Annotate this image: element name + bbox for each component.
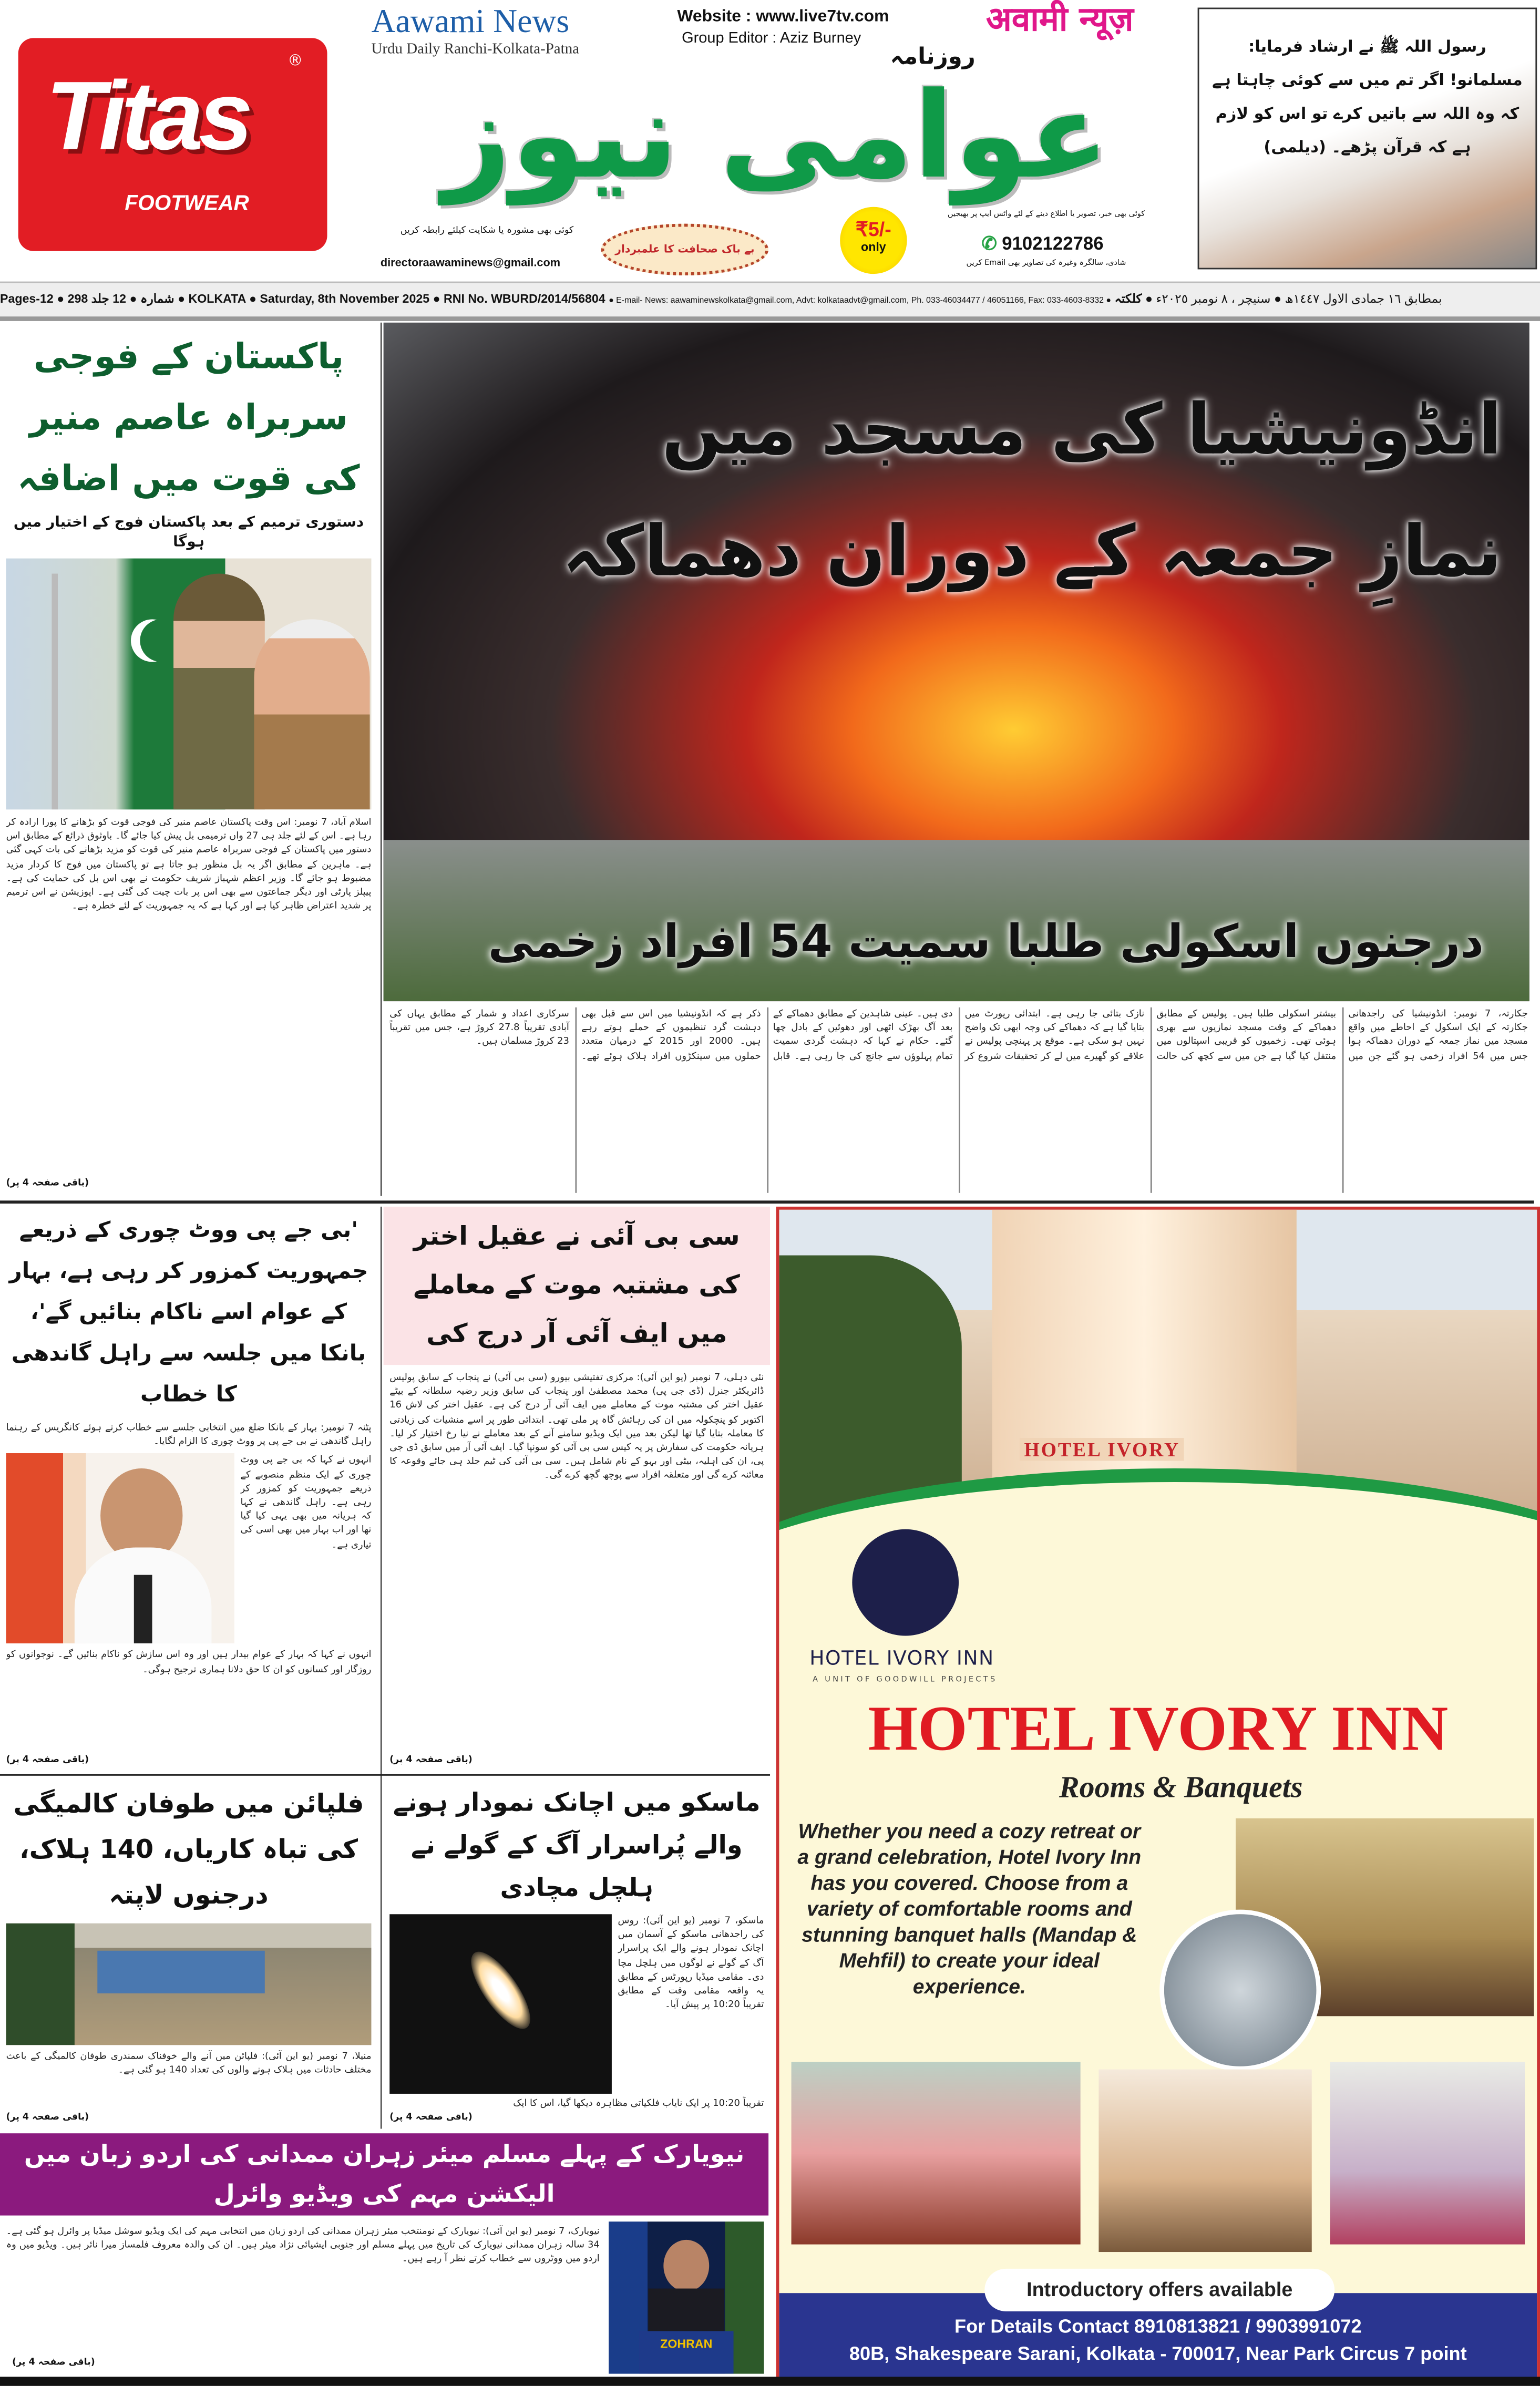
mosque-blast-photo xyxy=(384,323,1529,1001)
ad-subtitle: Rooms & Banquets xyxy=(1059,1771,1303,1805)
section-divider xyxy=(0,1200,1534,1204)
pakistan-leaders-photo xyxy=(6,559,372,810)
microphone xyxy=(134,1576,152,1644)
floral-entrance-photo xyxy=(792,2062,1081,2244)
lead-headline-1: انڈونیشیا کی مسجد میں xyxy=(662,388,1502,470)
cbi-body: نئی دہلی، 7 نومبر (یو این آئی): مرکزی تفتیشی بیورو (سی بی آئی) نے پنجاب کے سابق پولیس ڈائریکٹر جنرل (ڈی جی پی) محمد مصطفیٰ اور پنجاب کی سابق وزیر رضیہ سلطانہ کے بیٹے عقیل اختر کی مشتبہ موت کے معاملے میں ایف آئی آر درج کی ہے۔ عقیل اختر کی لاش 16 اکتوبر کو پنچکولہ میں ان کی رہائش گاہ پر ملی تھی۔ ابتدائی طور پر اسے منشیات کی زیادتی کا معاملہ بتایا گیا تھا لیکن بعد میں ایک ویڈیو سامنے آنے کے بعد معاملے نے نیا رخ اختیار کر لیا۔ ہریانہ حکومت کی سفارش پر یہ کیس سی بی آئی کو سونپا گیا۔ ایف آئی آر میں سابق ڈی جی پی، ان کی اہلیہ، بیٹی اور بہو کے نام شامل ہیں۔ سی بی آئی کی ٹیم جلد ہی جائے وقوعہ کا معائنہ کرے گی اور متعلقہ افراد سے پوچھ گچھ کرے گی۔ xyxy=(389,1372,764,1482)
trees xyxy=(6,1924,75,2045)
pakistan-body: اسلام آباد، 7 نومبر: اس وقت پاکستان عاصم منیر کی فوجی قوت کو بڑھانے کا پورا ارادہ کر رہا ہے۔ اس کے لئے جلد ہی 27 واں ترمیمی بل پیش کیا جائے گا۔ باوثوق ذرائع کے مطابق اس دستور میں پاکستان کے فوجی سربراہ عاصم منیر کی قوت کو مزید بڑھانے کی بات کہی گئی ہے۔ ماہرین کے مطابق اگر یہ بل منظور ہو جاتا ہے تو پاکستان میں فوج کا کردار مزید مضبوط ہو جائے گا۔ وزیر اعظم شہباز شریف حکومت نے بھی اس بل کی حمایت کی ہے۔ پیپلز پارٹی اور دیگر جماعتوں سے بھی اس پر بات چیت کی گئی ہے۔ اپوزیشن نے اس ترمیم پر شدید اعتراض ظاہر کیا ہے اور کہا ہے کہ یہ جمہوریت کے لئے خطرہ ہے۔ xyxy=(6,817,372,912)
continued-link[interactable]: (باقی صفحہ 4 پر) xyxy=(389,2112,473,2123)
lead-body: جکارتہ، 7 نومبر: انڈونیشیا کی راجدھانی جکارتہ کے ایک اسکول کے احاطے میں واقع مسجد میں نماز جمعہ کے دوران دھماکہ ہوا جس میں 54 افراد زخمی ہو گئے جن میں بیشتر اسکولی طلبا ہیں۔ پولیس کے مطابق دھماکے کے وقت مسجد نمازیوں سے بھری ہوئی تھی۔ زخمیوں کو قریبی اسپتالوں میں منتقل کیا گیا ہے جن میں سے کچھ کی حالت نازک بتائی جا رہی ہے۔ ابتدائی رپورٹ میں بتایا گیا ہے کہ دھماکے کی وجہ ابھی تک واضح نہیں ہو سکی ہے۔ موقع پر پہنچی پولیس نے علاقے کو گھیرے میں لے کر تحقیقات شروع کر دی ہیں۔ عینی شاہدین کے مطابق دھماکے کے بعد آگ بھڑک اٹھی اور دھوئیں کے بادل چھا گئے۔ حکام نے کہا کہ دہشت گردی سمیت تمام پہلوؤں سے جانچ کی جا رہی ہے۔ قابل ذکر ہے کہ انڈونیشیا میں اس سے قبل بھی دہشت گرد تنظیموں کے حملے ہوتے رہے ہیں۔ 2000 اور 2015 کے درمیان متعدد حملوں میں سینکڑوں افراد ہلاک ہوئے تھے۔ سرکاری اعداد و شمار کے مطابق یہاں کی آبادی تقریباً 27.8 کروڑ ہے، جس میں تقریباً 23 کروڑ مسلمان ہیں۔ xyxy=(389,1009,1528,1062)
cbi-story xyxy=(384,1207,770,1773)
titas-logo: Titas xyxy=(45,60,249,171)
rahul-body-bottom: انہوں نے کہا کہ بہار کے عوام بیدار ہیں اور وہ اس سازش کو ناکام بنائیں گے۔ نوجوانوں کو روزگار اور کسانوں کو ان کا حق دلانا ہماری ترجیح ہوگی۔ xyxy=(6,1650,372,1675)
podium xyxy=(639,2331,734,2374)
whatsapp-icon: ✆ xyxy=(981,232,997,254)
hijri-date: بمطابق ١٦ جمادی الاول ١٤٤٧ھ xyxy=(1285,292,1442,306)
continued-link[interactable]: (باقی صفحہ 4 پر) xyxy=(6,1177,89,1189)
urdu-title: عوامی نیوز xyxy=(443,68,1110,205)
minaret xyxy=(52,574,58,810)
lead-headline-block xyxy=(406,368,1502,980)
urdu-date: ● سنیچر ، ٨ نومبر ٢٠٢٥ء ● xyxy=(1145,292,1281,306)
continued-link[interactable]: (باقی صفحہ 4 پر) xyxy=(12,2357,95,2368)
contact-note: کوئی بھی مشورہ یا شکایت کیلئے رابطہ کریں xyxy=(400,225,574,236)
mandap-photo xyxy=(1330,2062,1525,2244)
face xyxy=(663,2240,709,2291)
continued-link[interactable]: (باقی صفحہ 4 پر) xyxy=(389,1754,473,1765)
bottom-border xyxy=(0,2377,1540,2385)
hotel-ivory-inn-ad xyxy=(776,1207,1540,2381)
rni-number: ● RNI No. WBURD/2014/56804 xyxy=(433,292,605,306)
city: ● KOLKATA xyxy=(178,292,246,306)
spacer xyxy=(406,612,1502,907)
price: ₹5/- xyxy=(855,218,891,241)
lead-subhead: درجنوں اسکولی طلبا سمیت 54 افراد زخمی xyxy=(488,916,1484,970)
ad-contact: For Details Contact 8910813821 / 9903991072 xyxy=(954,2316,1362,2338)
issue-number: ● 298 شمارہ xyxy=(57,292,174,306)
lobby-photo xyxy=(1159,1910,1321,2071)
urdu-city: کلکتہ xyxy=(1114,292,1142,306)
pakistan-subhead: دستوری ترمیم کے بعد پاکستان فوج کے اختیار میں ہوگا xyxy=(13,514,364,551)
philippines-story xyxy=(0,1777,377,2131)
mamdani-story xyxy=(0,2218,768,2377)
volume: ● 12 جلد xyxy=(91,292,137,306)
ad-description: Whether you need a cozy retreat or a grand celebration, Hotel Ivory Inn has you covered. Choose from a variety of comfortable rooms and stunning banquet halls (Mandap & Mehfil) to create your ideal experience. xyxy=(797,1819,1142,1998)
hindi-title: अवामी न्यूज़ xyxy=(986,1,1134,40)
titas-tagline: FOOTWEAR xyxy=(125,190,249,215)
moscow-body: ماسکو، 7 نومبر (یو این آئی): روس کی راجدھانی ماسکو کے آسمان میں اچانک نمودار ہونے والے ایک پراسرار آگ کے گولے نے لوگوں میں ہلچل مچا دی۔ مقامی میڈیا رپورٹس کے مطابق یہ واقعہ مقامی وقت کے مطابق تقریباً 10:20 پر پیش آیا۔ xyxy=(618,1916,764,2011)
mamdani-photo xyxy=(609,2222,764,2374)
philippines-headline: فلپائن میں طوفان کالمیگی کی تباہ کاریاں، 140 ہلاک، درجنوں لاپتہ xyxy=(13,1789,364,1911)
urdu-prefix: روزنامہ xyxy=(890,43,976,70)
mamdani-body: نیویارک، 7 نومبر (یو این آئی): نیویارک کے نومنتخب میئر زہران ممدانی کی اردو زبان میں انتخابی مہم کی ایک ویڈیو سوشل میڈیا پر وائرل ہو گئی ہے۔ 34 سالہ زہران ممدانی نیویارک کی تاریخ میں پہلے مسلم اور جنوبی ایشیائی نژاد میئر ہیں۔ ان کی والدہ معروف فلمساز میرا نائر ہیں۔ ویڈیو میں وہ اردو میں ووٹروں سے خطاب کرتے نظر آ رہے ہیں۔ xyxy=(6,2226,600,2265)
rahul-headline: 'بی جے پی ووٹ چوری کے ذریعے جمہوریت کمزور کر رہی ہے، بہار کے عوام اسے ناکام بنائیں گے'، بانکا میں جلسہ سے راہل گاندھی کا خطاب xyxy=(9,1219,368,1408)
continued-link[interactable]: (باقی صفحہ 4 پر) xyxy=(6,2112,89,2123)
hotel-room-photo xyxy=(1098,2070,1311,2252)
suit xyxy=(648,2289,724,2334)
price-badge xyxy=(840,207,907,274)
column-divider xyxy=(381,323,382,1196)
hotel-logo-icon xyxy=(852,1529,959,1636)
hadith-text: رسول اللہ ﷺ نے ارشاد فرمایا: مسلمانو! اگر تم میں سے کوئی چاہتا ہے کہ وہ اللہ سے باتیں کرے تو اس کو لازم ہے کہ قرآن پڑھے۔ (دیلمی) xyxy=(1212,38,1523,157)
whatsapp-number-text: 9102122786 xyxy=(1002,232,1104,254)
column-divider xyxy=(381,1207,382,2129)
moscow-caption: تقریباً 10:20 پر ایک نایاب فلکیاتی مظاہرہ دیکھا گیا، اس کا ایک xyxy=(513,2098,764,2109)
logo-name: HOTEL IVORY INN xyxy=(809,1648,994,1671)
pakistan-headline: پاکستان کے فوجی سربراہ عاصم منیر کی قوت میں اضافہ xyxy=(17,337,360,499)
hadith-quote-box xyxy=(1198,7,1537,269)
dateline-bar xyxy=(0,282,1540,321)
cbi-headline: سی بی آئی نے عقیل اختر کی مشتبہ موت کے معاملے میں ایف آئی آر درج کی xyxy=(384,1207,770,1365)
rahul-photo-row xyxy=(6,1454,372,1644)
ad-title: HOTEL IVORY INN xyxy=(868,1695,1449,1765)
titas-footwear-ad xyxy=(18,38,327,251)
fireball-photo xyxy=(389,1914,612,2093)
moscow-photo-row xyxy=(389,1914,764,2093)
registered-mark: ® xyxy=(288,53,303,70)
lead-headline-2: نمازِ جمعہ کے دوران دھماکہ xyxy=(562,509,1502,592)
army-chief-figure xyxy=(173,574,265,810)
website: Website : www.live7tv.com xyxy=(677,7,889,26)
pages: Pages-12 xyxy=(0,292,54,306)
english-title: Aawami News xyxy=(371,1,570,40)
offer-pill: Introductory offers available xyxy=(984,2269,1334,2311)
rahul-gandhi-photo xyxy=(6,1454,234,1644)
email-note: شادی، سالگرہ وغیرہ کی تصاویر بھی Email کریں xyxy=(966,259,1126,268)
rahul-body-top: پٹنہ 7 نومبر: بہار کے بانکا ضلع میں انتخابی جلسے سے خطاب کرتے ہوئے کانگریس کے رہنما راہل گاندھی نے بی جے پی پر ووٹ چوری کا الزام لگایا۔ xyxy=(6,1423,372,1448)
news-note: کوئی بھی خبر، تصویر یا اطلاع دینے کے لئے واٹس ایپ پر بھیجیں xyxy=(947,210,1145,219)
building-sign: HOTEL IVORY xyxy=(1020,1438,1185,1461)
whatsapp-number xyxy=(981,233,1103,254)
moscow-fireball-story xyxy=(384,1777,770,2131)
mamdani-headline-banner: نیویارک کے پہلے مسلم میئر زہران ممدانی کی اردو زبان میں الیکشن مہم کی ویڈیو وائرل xyxy=(0,2133,768,2215)
podium-sign: ZOHRAN xyxy=(660,2337,713,2351)
prime-minister-figure xyxy=(254,619,370,809)
contacts: ● E-mail- News: aawaminewskolkata@gmail.com, Advt: kolkataadvt@gmail.com, Ph. 033-46034477 / 46051166, Fax: 033-4603-8332 ● xyxy=(609,296,1112,306)
rahul-gandhi-story xyxy=(0,1207,377,1773)
slogan-seal: بے باک صحافت کا علمبردار xyxy=(601,224,768,275)
english-subtitle: Urdu Daily Ranchi-Kolkata-Patna xyxy=(371,41,580,58)
logo-tagline: A UNIT OF GOODWILL PROJECTS xyxy=(813,1675,998,1685)
section-divider xyxy=(0,1774,770,1776)
ad-address: 80B, Shakespeare Sarani, Kolkata - 700017, Near Park Circus 7 point xyxy=(849,2343,1467,2365)
rahul-body-side: انہوں نے کہا کہ بی جے پی ووٹ چوری کے ایک منظم منصوبے کے ذریعے جمہوریت کو کمزور کر رہی ہے۔ راہل گاندھی نے کہا کہ ہریانہ میں بھی یہی کیا گیا تھا اور اب بہار میں بھی اسی کی تیاری ہے۔ xyxy=(240,1455,372,1550)
continued-link[interactable]: (باقی صفحہ 4 پر) xyxy=(6,1754,89,1765)
price-note: only xyxy=(861,240,886,254)
fireball xyxy=(461,1943,541,2038)
philippines-body: منیلا، 7 نومبر (یو این آئی): فلپائن میں آنے والے خوفناک سمندری طوفان کالمیگی کے باعث مختلف حادثات میں ہلاک ہونے والوں کی تعداد 140 ہو گئی ہے۔ xyxy=(6,2051,372,2076)
moscow-headline: ماسکو میں اچانک نمودار ہونے والے پُراسرار آگ کے گولے نے ہلچل مچادی xyxy=(393,1787,761,1902)
flooded-building xyxy=(97,1951,264,1993)
email-link[interactable]: directoraawaminews@gmail.com xyxy=(380,255,561,270)
date: ● Saturday, 8th November 2025 xyxy=(249,292,430,306)
flood-photo xyxy=(6,1924,372,2045)
masthead xyxy=(365,0,1172,274)
group-editor: Group Editor : Aziz Burney xyxy=(682,30,861,47)
pakistan-story xyxy=(0,323,377,1196)
